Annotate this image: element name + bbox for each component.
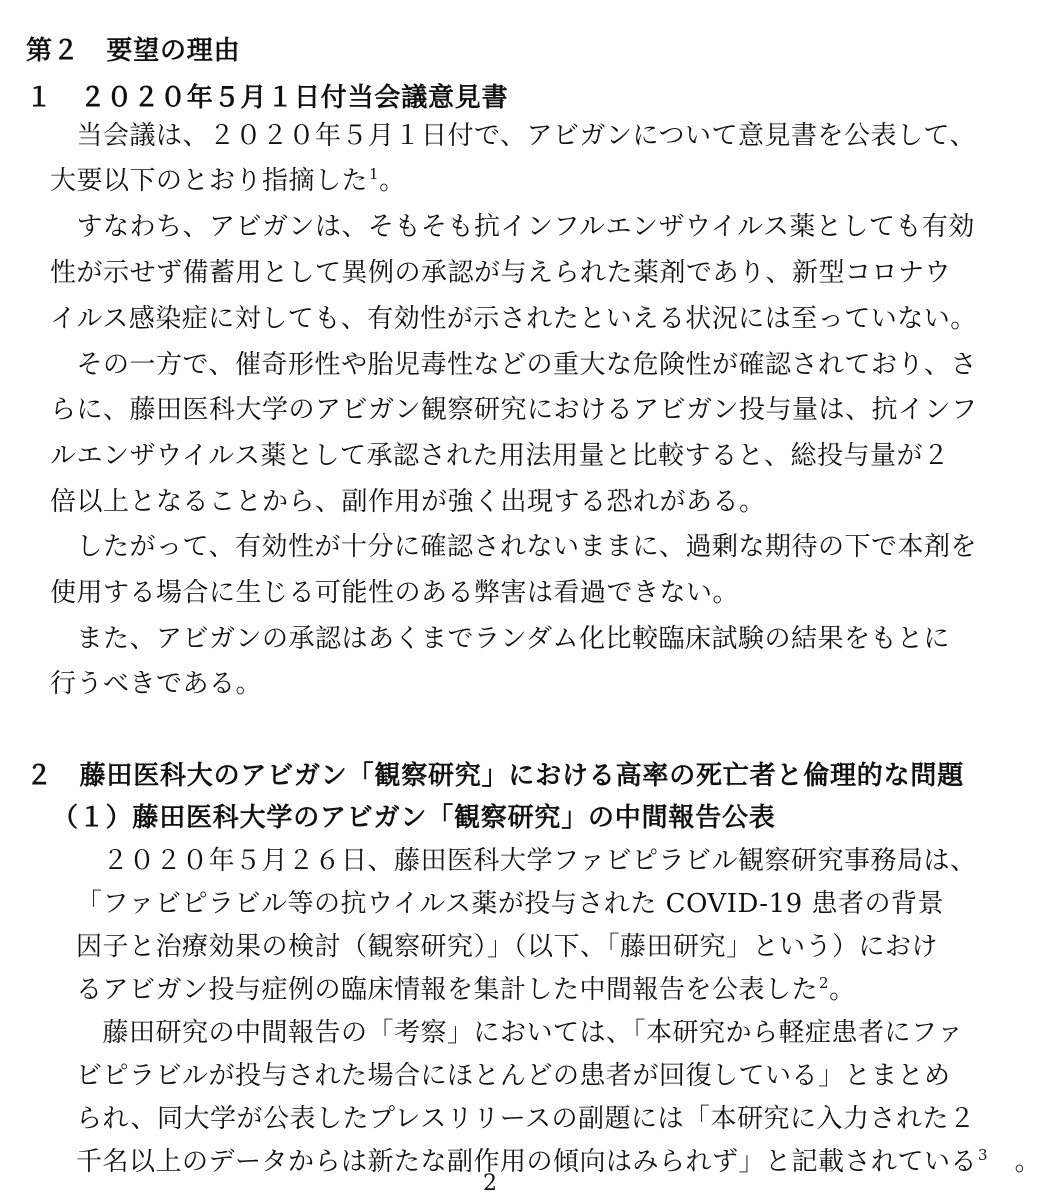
section-heading: 第２ 要望の理由 — [26, 36, 241, 66]
item2-line-8-tail: 。 — [988, 1147, 1041, 1177]
item1-line-7: らに、藤田医科大学のアビガン観察研究におけるアビガン投与量は、抗インフ — [50, 395, 978, 425]
item2-line-4 — [76, 973, 856, 1007]
footnote-marker-1: 1 — [369, 165, 380, 184]
item2-line-4-tail: 。 — [829, 975, 856, 1005]
item1-line-2-text: 大要以下のとおり指摘した — [50, 166, 369, 196]
item2-line-2: 「ファビピラビル等の抗ウイルス薬が投与された COVID-19 患者の背景 — [76, 889, 944, 919]
item2-line-3: 因子と治療効果の検討（観察研究）」（以下、「藤田研究」という）におけ — [76, 932, 939, 962]
item1-line-2 — [50, 164, 406, 198]
item1-line-10: したがって、有効性が十分に確認されないままに、過剰な期待の下で本剤を — [50, 532, 977, 562]
item1-line-1: 当会議は、２０２０年５月１日付で、アビガンについて意見書を公表して、 — [50, 121, 976, 151]
item2-line-5: 藤田研究の中間報告の「考察」においては、「本研究から軽症患者にファ — [76, 1018, 964, 1048]
item1-line-2-tail: 。 — [379, 166, 406, 196]
footnote-marker-3: 3 — [978, 1146, 989, 1165]
item1-line-13: 行うべきである。 — [50, 669, 263, 699]
page-number: 2 — [483, 1171, 497, 1196]
item1-heading: １ ２０２０年５月１日付当会議意見書 — [26, 83, 509, 113]
footnote-marker-2: 2 — [819, 974, 830, 993]
item1-line-3: すなわち、アビガンは、そもそも抗インフルエンザウイルス薬としても有効 — [50, 212, 975, 242]
item2-line-4-text: るアビガン投与症例の臨床情報を集計した中間報告を公表した — [76, 975, 819, 1005]
item2-line-7: られ、同大学が公表したプレスリリースの副題には「本研究に入力された２ — [76, 1104, 976, 1134]
item2-heading: ２ 藤田医科大のアビガン「観察研究」における高率の死亡者と倫理的な問題 — [26, 761, 965, 791]
item1-line-12: また、アビガンの承認はあくまでランダム化比較臨床試験の結果をもとに — [50, 624, 950, 654]
item1-line-8: ルエンザウイルス薬として承認された用法用量と比較すると、総投与量が２ — [50, 441, 950, 471]
item1-line-5: イルス感染症に対しても、有効性が示されたといえる状況には至っていない。 — [50, 304, 977, 334]
item2-line-8-text: 千名以上のデータからは新たな副作用の傾向はみられず」と記載されている — [76, 1147, 978, 1177]
item1-line-6: その一方で、催奇形性や胎児毒性などの重大な危険性が確認されており、さ — [50, 350, 977, 380]
item2-line-6: ビピラビルが投与された場合にほとんどの患者が回復している」とまとめ — [76, 1061, 951, 1091]
item1-line-9: 倍以上となることから、副作用が強く出現する恐れがある。 — [50, 487, 766, 517]
item2-line-1: ２０２０年５月２６日、藤田医科大学ファビピラビル観察研究事務局は、 — [76, 846, 977, 876]
item2-sub-heading: （１）藤田医科大学のアビガン「観察研究」の中間報告公表 — [52, 803, 776, 833]
item1-line-4: 性が示せず備蓄用として異例の承認が与えられた薬剤であり、新型コロナウ — [50, 258, 952, 288]
item1-line-11: 使用する場合に生じる可能性のある弊害は看過できない。 — [50, 578, 740, 608]
